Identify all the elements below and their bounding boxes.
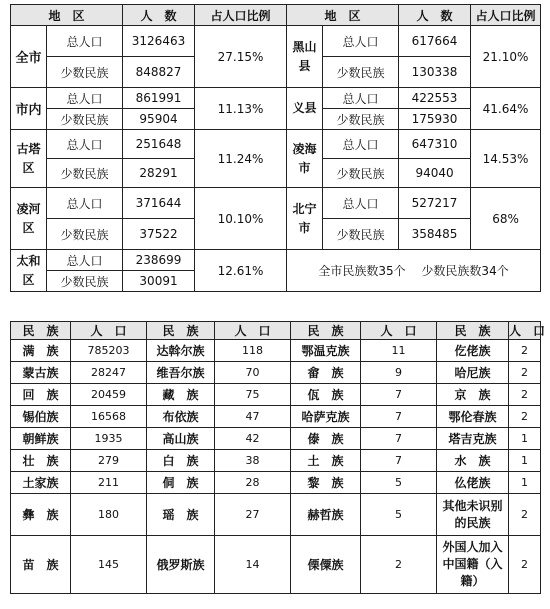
total-value: 238699 [123,250,195,271]
minority-value: 37522 [123,219,195,250]
header-region-2: 地 区 [287,5,399,26]
minority-label: 少数民族 [47,57,123,88]
minority-label: 少数民族 [47,159,123,188]
population-value: 5 [361,472,437,494]
ratio-value: 11.24% [195,130,287,188]
header-count-2: 人 数 [399,5,471,26]
population-value: 11 [361,340,437,362]
ethnicity-name: 彝 族 [11,494,71,536]
population-value: 1 [509,428,541,450]
population-value: 5 [361,494,437,536]
region-name: 市内 [11,88,47,130]
ratio-value: 68% [471,188,541,250]
minority-label: 少数民族 [47,271,123,292]
population-value: 38 [215,450,291,472]
population-value: 145 [71,536,147,594]
table-row [11,188,541,219]
ethnicity-name: 回 族 [11,384,71,406]
ethnicity-name: 外国人加入中国籍（入籍） [437,536,509,594]
population-value: 2 [509,362,541,384]
table1-header-row [11,5,541,26]
minority-value: 175930 [399,109,471,130]
total-value: 371644 [123,188,195,219]
ethnicity-name: 塔吉克族 [437,428,509,450]
ethnicity-name: 傣 族 [291,428,361,450]
header-ratio: 占人口比例 [195,5,287,26]
header-ethnicity: 民 族 [11,322,71,340]
total-label: 总人口 [323,88,399,109]
header-population: 人 口 [215,322,291,340]
table-row [11,26,541,57]
total-label: 总人口 [47,26,123,57]
ethnicity-name: 朝鲜族 [11,428,71,450]
population-value: 180 [71,494,147,536]
ethnicity-name: 鄂伦春族 [437,406,509,428]
table-row [11,494,541,536]
header-population: 人 口 [361,322,437,340]
ethnicity-name: 苗 族 [11,536,71,594]
ethnicity-name: 高山族 [147,428,215,450]
header-count: 人 数 [123,5,195,26]
table-row [11,362,541,384]
ethnicity-name: 土家族 [11,472,71,494]
minority-value: 848827 [123,57,195,88]
population-value: 47 [215,406,291,428]
region-name: 古塔区 [11,130,47,188]
ratio-value: 11.13% [195,88,287,130]
ethnicity-name: 维吾尔族 [147,362,215,384]
population-value: 2 [509,494,541,536]
ethnicity-name: 傈僳族 [291,536,361,594]
header-ethnicity: 民 族 [147,322,215,340]
ratio-value: 14.53% [471,130,541,188]
ethnicity-name: 水 族 [437,450,509,472]
ethnicity-name: 白 族 [147,450,215,472]
header-region: 地 区 [11,5,123,26]
ethnicity-name: 侗 族 [147,472,215,494]
table-row [11,384,541,406]
ratio-value: 41.64% [471,88,541,130]
total-label: 总人口 [323,26,399,57]
ethnicity-name: 哈尼族 [437,362,509,384]
total-label: 总人口 [47,88,123,109]
ethnicity-name: 蒙古族 [11,362,71,384]
table2-header-row [11,322,541,340]
total-value: 3126463 [123,26,195,57]
population-value: 118 [215,340,291,362]
ratio-value: 10.10% [195,188,287,250]
total-label: 总人口 [47,188,123,219]
ethnicity-name: 土 族 [291,450,361,472]
total-label: 总人口 [323,130,399,159]
ratio-value: 12.61% [195,250,287,292]
population-value: 42 [215,428,291,450]
population-value: 16568 [71,406,147,428]
minority-value: 94040 [399,159,471,188]
population-value: 279 [71,450,147,472]
region-name: 全市 [11,26,47,88]
total-value: 422553 [399,88,471,109]
table-row [11,88,541,109]
ethnicity-name: 仡佬族 [437,340,509,362]
ethnicity-name: 布依族 [147,406,215,428]
header-ethnicity: 民 族 [437,322,509,340]
population-by-ethnicity-table [10,321,546,594]
population-value: 9 [361,362,437,384]
ethnicity-name: 其他未识别的民族 [437,494,509,536]
ethnicity-name: 畲 族 [291,362,361,384]
header-population: 人 口 [509,322,541,340]
minority-label: 少数民族 [323,57,399,88]
population-value: 28 [215,472,291,494]
ethnicity-name: 满 族 [11,340,71,362]
population-value: 28247 [71,362,147,384]
ethnicity-name: 哈萨克族 [291,406,361,428]
ethnicity-name: 达斡尔族 [147,340,215,362]
population-value: 211 [71,472,147,494]
total-label: 总人口 [47,250,123,271]
table-row [11,472,541,494]
table-row [11,428,541,450]
ethnicity-name: 佤 族 [291,384,361,406]
population-value: 2 [509,384,541,406]
minority-value: 95904 [123,109,195,130]
minority-value: 28291 [123,159,195,188]
population-by-region-table [10,4,541,292]
population-value: 70 [215,362,291,384]
minority-value: 130338 [399,57,471,88]
table-row [11,406,541,428]
minority-value: 30091 [123,271,195,292]
population-value: 7 [361,406,437,428]
minority-label: 少数民族 [323,219,399,250]
ethnicity-name: 锡伯族 [11,406,71,428]
region-name: 太和区 [11,250,47,292]
ethnicity-name: 藏 族 [147,384,215,406]
region-name: 北宁市 [287,188,323,250]
ethnicity-name: 壮 族 [11,450,71,472]
total-label: 总人口 [47,130,123,159]
minority-label: 少数民族 [323,159,399,188]
region-name: 凌海市 [287,130,323,188]
population-value: 14 [215,536,291,594]
total-label: 总人口 [323,188,399,219]
table-row [11,450,541,472]
table-row [11,536,541,594]
population-value: 1 [509,472,541,494]
ethnicity-name: 俄罗斯族 [147,536,215,594]
ethnicity-name: 瑶 族 [147,494,215,536]
table-row [11,340,541,362]
table-row [11,250,541,271]
header-population: 人 口 [71,322,147,340]
total-value: 617664 [399,26,471,57]
population-value: 2 [509,536,541,594]
ethnic-count-summary: 全市民族数35个 少数民族数34个 [287,250,541,292]
minority-label: 少数民族 [47,219,123,250]
region-name: 黑山县 [287,26,323,88]
ratio-value: 21.10% [471,26,541,88]
population-value: 785203 [71,340,147,362]
total-value: 527217 [399,188,471,219]
ethnicity-name: 仫佬族 [437,472,509,494]
population-value: 1935 [71,428,147,450]
header-ratio-2: 占人口比例 [471,5,541,26]
population-value: 20459 [71,384,147,406]
ethnicity-name: 赫哲族 [291,494,361,536]
ratio-value: 27.15% [195,26,287,88]
minority-label: 少数民族 [323,109,399,130]
minority-value: 358485 [399,219,471,250]
population-value: 7 [361,450,437,472]
region-name: 凌河区 [11,188,47,250]
total-value: 861991 [123,88,195,109]
region-name: 义县 [287,88,323,130]
table-row [11,130,541,159]
population-value: 27 [215,494,291,536]
population-value: 2 [361,536,437,594]
population-value: 7 [361,428,437,450]
minority-label: 少数民族 [47,109,123,130]
population-value: 2 [509,406,541,428]
population-value: 7 [361,384,437,406]
ethnicity-name: 京 族 [437,384,509,406]
ethnicity-name: 黎 族 [291,472,361,494]
total-value: 647310 [399,130,471,159]
total-value: 251648 [123,130,195,159]
header-ethnicity: 民 族 [291,322,361,340]
ethnicity-name: 鄂温克族 [291,340,361,362]
population-value: 2 [509,340,541,362]
population-value: 1 [509,450,541,472]
population-value: 75 [215,384,291,406]
